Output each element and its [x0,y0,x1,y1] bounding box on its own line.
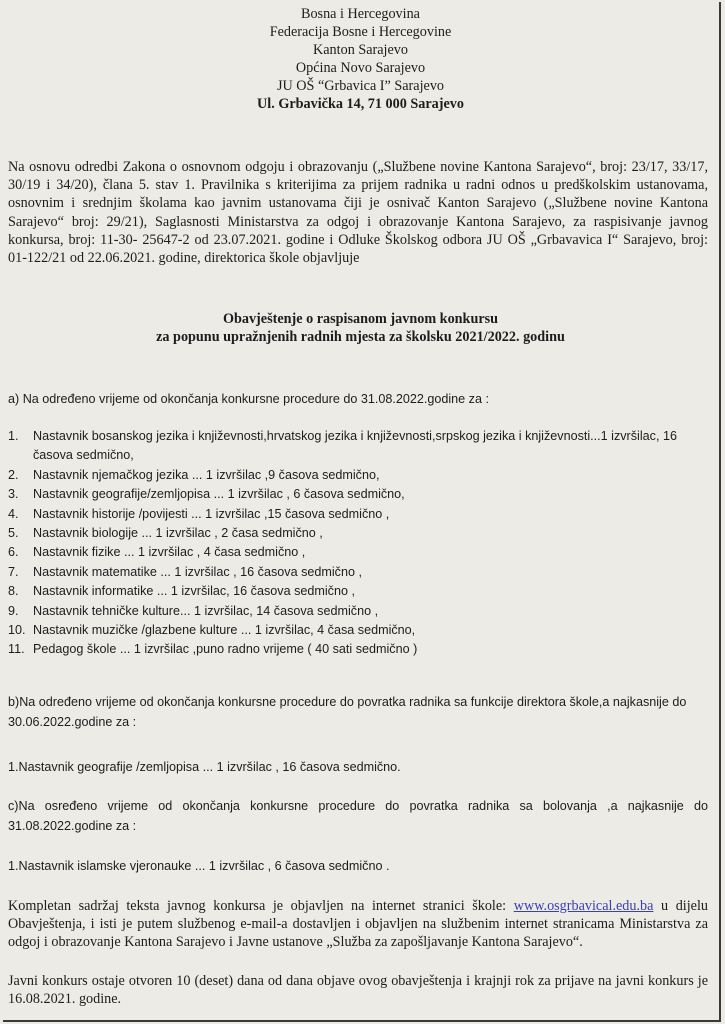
list-item-number: 11. [8,642,25,657]
notice-title [8,310,713,346]
footer-paragraph [8,897,708,952]
header-federation: Federacija Bosne i Hercegovine [269,24,452,40]
list-item-text: Nastavnik muzičke /glazbene kulture ... 1 izvršilac, 4 časa sedmično, [33,623,416,638]
list-item [8,466,708,485]
list-item-number: 2. [8,467,19,482]
list-item-number: 8. [8,584,19,599]
notice-title-line1: Obavještenje o raspisanom javnom konkursu [222,311,499,327]
list-item [8,505,708,524]
document-header [8,5,713,113]
list-item-text: Nastavnik matematike ... 1 izvršilac , 16 časova sedmično , [33,564,362,579]
list-item-text: Nastavnik biologije ... 1 izvršilac , 2 časa sedmično , [33,526,323,541]
list-item [8,621,708,640]
header-municipality: Općina Novo Sarajevo [295,60,426,76]
header-country: Bosna i Hercegovina [301,6,420,22]
list-item-number: 6. [8,545,19,560]
header-canton: Kanton Sarajevo [313,42,408,58]
section-c-item: 1.Nastavnik islamske vjeronauke ... 1 izvršilac , 6 časova sedmično . [8,859,390,873]
section-a-heading: a) Na određeno vrijeme od okončanja konkursne procedure do 31.08.2022.godine za : [8,392,489,406]
list-item-text: Nastavnik informatike ... 1 izvršilac, 16 časova sedmično , [33,584,355,599]
intro-paragraph: Na osnovu odredbi Zakona o osnovnom odgoju i obrazovanju („Službene novine Kantona Sarajevo“, broj: 23/17, 33/17, 30/19 i 34/20), člana 5. stav 1. Pravilnika s kriterijima za prijem radnika u radni odnos u predškolskim ustanovama, osnovnim i srednjim školama kao javnim ustanovama čiji je osnivač Kanton Sarajevo („Službene novine Kantona Sarajevo“ broj: 29/21), Saglasnosti Ministarstva za odgoj i obrazovanje Kantona Sarajevo, za raspisivanje javnog konkursa, broj: 11-30- 25647-2 od 23.07.2021. godine i Odluke Školskog odbora JU OŠ „Grbavavica I“ Sarajevo, broj: 01-122/21 od 22.06.2021. godine, direktorica škole objavljuje [8,159,708,267]
list-item-text: Pedagog škole ... 1 izvršilac ,puno radno vrijeme ( 40 sati sedmično ) [33,642,418,657]
list-item-text: Nastavnik bosanskog jezika i književnosti,hrvatskog jezika i književnosti,srpskog jezika i književnosti...1 izvršilac, 16 časova sedmično, [33,429,677,463]
header-address: Ul. Grbavička 14, 71 000 Sarajevo [257,96,464,112]
list-item [8,543,708,562]
list-item [8,640,708,659]
list-item-number: 5. [8,526,19,541]
list-item [8,524,708,543]
list-item-number: 3. [8,487,19,502]
list-item-number: 10. [8,623,26,638]
list-item [8,602,708,621]
list-item-text: Nastavnik geografije/zemljopisa ... 1 izvršilac , 6 časova sedmično, [33,487,405,502]
section-c-heading: c)Na osređeno vrijeme od okončanja konkursne procedure do povratka radnika sa bolovanja ,a najkasnije do 31.08.2022.godine za : [8,799,708,833]
section-a-list [8,427,708,660]
list-item-text: Nastavnik fizike ... 1 izvršilac , 4 časa sedmično , [33,545,306,560]
list-item-number: 7. [8,564,19,579]
list-item [8,427,708,466]
footer-text-after: u dijelu Obavještenja, i isti je putem službenog e-mail-a dostavljen i objavljen na službenim internet stranicama Ministarstva za odgoj i obrazovanje Kantona Sarajevo i Javne ustanove „Služba za zapošljavanje Kantona Sarajevo“. [8,898,708,951]
closing-paragraph: Javni konkurs ostaje otvoren 10 (deset) dana od dana objave ovog obavještenja i krajnji rok za prijave na javni konkurs je 16.08.2021. godine. [8,973,708,1008]
list-item-number: 1. [8,429,19,443]
list-item-text: Nastavnik tehničke kulture... 1 izvršilac, 14 časova sedmično , [33,603,379,618]
notice-title-line2: za popunu upražnjenih radnih mjesta za školsku 2021/2022. godinu [156,329,565,345]
footer-text-before: Kompletan sadržaj teksta javnog konkursa je objavljen na internet stranici škole: [8,898,514,914]
header-school: JU OŠ “Grbavica I” Sarajevo [276,78,445,94]
section-b-item: 1.Nastavnik geografije /zemljopisa ... 1 izvršilac , 16 časova sedmično. [8,760,401,774]
list-item [8,582,708,601]
list-item [8,563,708,582]
list-item-text: Nastavnik njemačkog jezika ... 1 izvršilac ,9 časova sedmično, [33,467,380,482]
list-item-number: 9. [8,603,19,618]
section-b-heading: b)Na određeno vrijeme od okončanja konkursne procedure do povratka radnika sa funkcije direktora škole,a najkasnije do 30.06.2022.godine za : [8,695,687,729]
list-item-number: 4. [8,506,19,521]
list-item-text: Nastavnik historije /povijesti ... 1 izvršilac ,15 časova sedmično , [33,506,390,521]
school-website-link[interactable]: www.osgrbavical.edu.ba [513,898,654,914]
list-item [8,485,708,504]
